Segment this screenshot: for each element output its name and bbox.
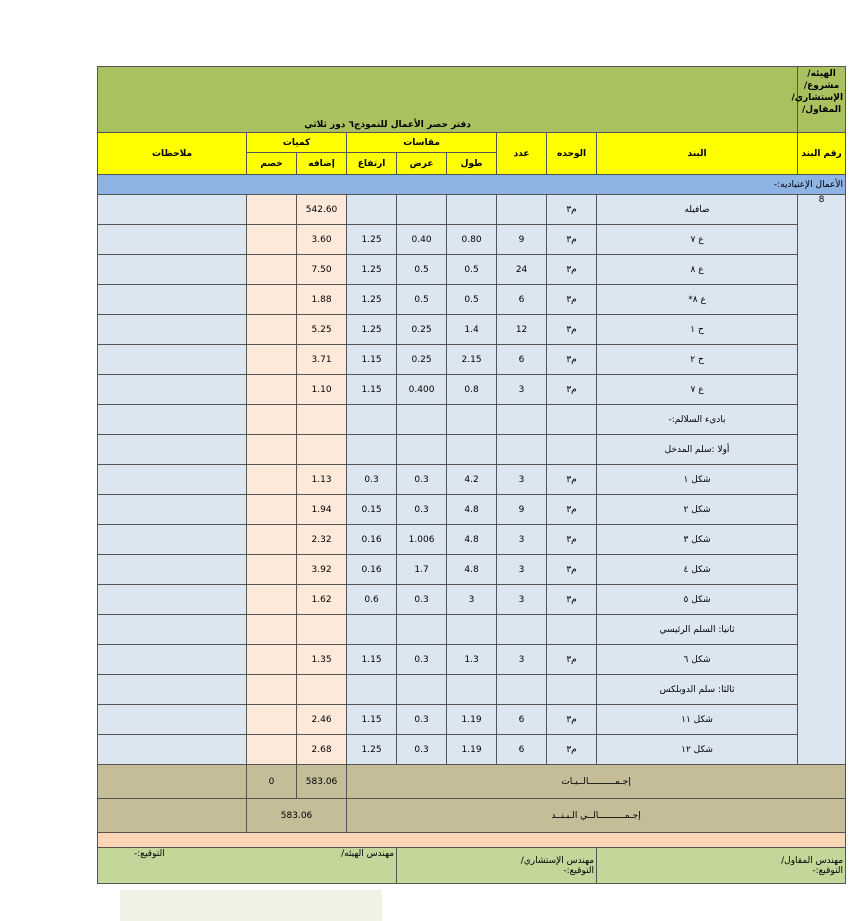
col-quantities: كميات: [247, 133, 347, 153]
unit-cell: م٣: [547, 195, 597, 225]
table-row: [98, 465, 846, 495]
authority-signature: [98, 848, 397, 884]
col-item: البند: [597, 133, 798, 175]
width-cell: 1.7: [397, 555, 447, 585]
height-cell: 0.6: [347, 585, 397, 615]
deduction-cell: [247, 465, 297, 495]
table-row: [98, 495, 846, 525]
length-cell: [447, 405, 497, 435]
width-cell: 0.3: [397, 585, 447, 615]
height-cell: [347, 675, 397, 705]
notes-cell: [98, 375, 247, 405]
item-cell: ثالثا: سلم الدوبلكس: [597, 675, 798, 705]
count-cell: 3: [497, 555, 547, 585]
item-cell: شكل ٦: [597, 645, 798, 675]
unit-cell: م٣: [547, 555, 597, 585]
deduction-cell: [247, 495, 297, 525]
height-cell: [347, 405, 397, 435]
item-cell: شكل ٣: [597, 525, 798, 555]
addition-cell: 2.32: [297, 525, 347, 555]
sheet-title-text: دفتر حصر الأعمال للنموذج٦ دور ثلاثي: [304, 120, 471, 130]
count-cell: 6: [497, 735, 547, 765]
addition-cell: 2.68: [297, 735, 347, 765]
spacer-row: [98, 833, 846, 848]
col-unit: الوحده: [547, 133, 597, 175]
notes-cell: [98, 615, 247, 645]
length-cell: 1.19: [447, 705, 497, 735]
table-row: [98, 375, 846, 405]
col-deduction: خصم: [247, 153, 297, 175]
table-row: [98, 675, 846, 705]
width-cell: 0.5: [397, 255, 447, 285]
notes-cell: [98, 525, 247, 555]
addition-cell: 542.60: [297, 195, 347, 225]
deduction-cell: [247, 405, 297, 435]
deduction-cell: [247, 225, 297, 255]
item-cell: ح ١: [597, 315, 798, 345]
notes-cell: [98, 405, 247, 435]
length-cell: 4.8: [447, 495, 497, 525]
addition-cell: 3.71: [297, 345, 347, 375]
count-cell: 9: [497, 225, 547, 255]
height-cell: 0.3: [347, 465, 397, 495]
count-cell: [497, 675, 547, 705]
deduction-cell: [247, 675, 297, 705]
grand-total-value: 583.06: [247, 799, 347, 833]
table-row: [98, 525, 846, 555]
table-row: [98, 315, 846, 345]
table-row: [98, 705, 846, 735]
length-cell: 0.5: [447, 285, 497, 315]
height-cell: [347, 615, 397, 645]
addition-cell: 3.60: [297, 225, 347, 255]
item-cell: باديء السلالم:-: [597, 405, 798, 435]
deduction-cell: [247, 345, 297, 375]
unit-cell: م٣: [547, 255, 597, 285]
table-row: [98, 585, 846, 615]
notes-cell: [98, 555, 247, 585]
height-cell: 1.15: [347, 345, 397, 375]
width-cell: 0.40: [397, 225, 447, 255]
header-info: [791, 67, 846, 133]
addition-cell: 1.35: [297, 645, 347, 675]
notes-cell: [98, 255, 247, 285]
addition-cell: [297, 435, 347, 465]
grand-total-label: إجـمــــــــــالــي الـبـنــد: [347, 799, 846, 833]
col-height: ارتفاع: [347, 153, 397, 175]
notes-cell: [98, 735, 247, 765]
unit-cell: [547, 675, 597, 705]
height-cell: 1.25: [347, 315, 397, 345]
item-cell: شكل ٤: [597, 555, 798, 585]
table-row: [98, 285, 846, 315]
item-cell: ثانيا: السلم الرئيسي: [597, 615, 798, 645]
length-cell: 0.5: [447, 255, 497, 285]
length-cell: [447, 675, 497, 705]
unit-cell: م٣: [547, 495, 597, 525]
section-label: الأعمال الإعتياديه:-: [98, 175, 846, 195]
height-cell: 0.16: [347, 525, 397, 555]
deduction-cell: [247, 285, 297, 315]
width-cell: 0.400: [397, 375, 447, 405]
count-cell: [497, 615, 547, 645]
subtotal-notes: [98, 765, 247, 799]
table-row: [98, 405, 846, 435]
item-cell: شكل ١: [597, 465, 798, 495]
length-cell: 1.3: [447, 645, 497, 675]
sheet-title: [98, 67, 798, 133]
unit-cell: [547, 405, 597, 435]
length-cell: 3: [447, 585, 497, 615]
unit-cell: م٣: [547, 645, 597, 675]
info-contractor: المقاول/: [802, 105, 842, 115]
item-cell: ح ٢: [597, 345, 798, 375]
addition-cell: 3.92: [297, 555, 347, 585]
table-row: [98, 615, 846, 645]
unit-cell: م٣: [547, 525, 597, 555]
item-cell: أولا :سلم المدخل: [597, 435, 798, 465]
width-cell: 0.25: [397, 345, 447, 375]
deduction-cell: [247, 375, 297, 405]
info-authority: الهيئه/: [807, 69, 836, 79]
height-cell: 0.16: [347, 555, 397, 585]
item-cell: ع ٨*: [597, 285, 798, 315]
width-cell: 0.3: [397, 735, 447, 765]
length-cell: 1.4: [447, 315, 497, 345]
deduction-cell: [247, 645, 297, 675]
item-cell: شكل ٢: [597, 495, 798, 525]
table-row: [98, 645, 846, 675]
item-cell: ع ٨: [597, 255, 798, 285]
count-cell: 6: [497, 285, 547, 315]
addition-cell: 2.46: [297, 705, 347, 735]
table-row: [98, 225, 846, 255]
addition-cell: [297, 405, 347, 435]
table-row: [98, 735, 846, 765]
col-notes: ملاحظات: [98, 133, 247, 175]
col-width: عرض: [397, 153, 447, 175]
count-cell: 3: [497, 645, 547, 675]
unit-cell: م٣: [547, 705, 597, 735]
unit-cell: م٣: [547, 585, 597, 615]
unit-cell: م٣: [547, 375, 597, 405]
height-cell: 1.15: [347, 645, 397, 675]
consultant-sign-label: التوقيع:-: [563, 865, 595, 876]
width-cell: 1.006: [397, 525, 447, 555]
count-cell: 6: [497, 705, 547, 735]
item-cell: ع ٧: [597, 225, 798, 255]
deduction-cell: [247, 525, 297, 555]
count-cell: [497, 435, 547, 465]
table-row: [98, 345, 846, 375]
deduction-cell: [247, 195, 297, 225]
contractor-sign-label: التوقيع:-: [812, 865, 844, 876]
notes-cell: [98, 465, 247, 495]
notes-cell: [98, 285, 247, 315]
col-length: طول: [447, 153, 497, 175]
addition-cell: 1.13: [297, 465, 347, 495]
deduction-cell: [247, 435, 297, 465]
count-cell: 3: [497, 525, 547, 555]
length-cell: 4.8: [447, 555, 497, 585]
grand-total-notes: [98, 799, 247, 833]
info-consultant: الإستشاري/: [791, 93, 844, 103]
item-cell: شكل ١٢: [597, 735, 798, 765]
authority-engineer-label: مهندس الهيئه/: [341, 849, 395, 859]
height-cell: 1.15: [347, 705, 397, 735]
unit-cell: م٣: [547, 225, 597, 255]
table-row: [98, 555, 846, 585]
item-cell: شكل ١١: [597, 705, 798, 735]
info-project: مشروع/: [803, 81, 840, 91]
deduction-cell: [247, 555, 297, 585]
count-cell: [497, 195, 547, 225]
count-cell: 24: [497, 255, 547, 285]
deduction-cell: [247, 255, 297, 285]
contractor-engineer-label: مهندس المقاول/: [781, 855, 844, 866]
width-cell: [397, 615, 447, 645]
addition-cell: 1.88: [297, 285, 347, 315]
authority-sign-label: التوقيع:-: [134, 849, 165, 859]
width-cell: [397, 675, 447, 705]
unit-cell: م٣: [547, 465, 597, 495]
width-cell: 0.25: [397, 315, 447, 345]
subtotal-addition: 583.06: [297, 765, 347, 799]
unit-cell: م٣: [547, 345, 597, 375]
unit-cell: م٣: [547, 315, 597, 345]
deduction-cell: [247, 585, 297, 615]
deduction-cell: [247, 315, 297, 345]
width-cell: 0.3: [397, 465, 447, 495]
height-cell: 1.25: [347, 255, 397, 285]
count-cell: [497, 405, 547, 435]
count-cell: 3: [497, 585, 547, 615]
width-cell: [397, 435, 447, 465]
addition-cell: 7.50: [297, 255, 347, 285]
subtotal-deduction: 0: [247, 765, 297, 799]
length-cell: [447, 195, 497, 225]
addition-cell: 1.62: [297, 585, 347, 615]
count-cell: 6: [497, 345, 547, 375]
length-cell: 1.19: [447, 735, 497, 765]
unit-cell: [547, 615, 597, 645]
consultant-engineer-label: مهندس الإستشاري/: [520, 855, 595, 866]
count-cell: 9: [497, 495, 547, 525]
watermark-stamp: [120, 890, 382, 921]
unit-cell: م٣: [547, 735, 597, 765]
notes-cell: [98, 195, 247, 225]
consultant-signature: [397, 848, 597, 884]
height-cell: 0.15: [347, 495, 397, 525]
notes-cell: [98, 435, 247, 465]
deduction-cell: [247, 705, 297, 735]
col-count: عدد: [497, 133, 547, 175]
height-cell: [347, 195, 397, 225]
length-cell: [447, 615, 497, 645]
table-row: [98, 195, 846, 225]
table-row: [98, 435, 846, 465]
notes-cell: [98, 645, 247, 675]
length-cell: [447, 435, 497, 465]
col-dimensions: مقاسات: [347, 133, 497, 153]
item-cell: ع ٧: [597, 375, 798, 405]
height-cell: 1.25: [347, 735, 397, 765]
length-cell: 4.2: [447, 465, 497, 495]
item-cell: صافيله: [597, 195, 798, 225]
contractor-signature: [597, 848, 846, 884]
unit-cell: م٣: [547, 285, 597, 315]
notes-cell: [98, 495, 247, 525]
notes-cell: [98, 225, 247, 255]
width-cell: 0.5: [397, 285, 447, 315]
width-cell: [397, 195, 447, 225]
subtotal-label: إجـمــــــــــالــيـات: [347, 765, 846, 799]
length-cell: 2.15: [447, 345, 497, 375]
notes-cell: [98, 585, 247, 615]
height-cell: 1.15: [347, 375, 397, 405]
addition-cell: 1.10: [297, 375, 347, 405]
item-number: 8: [798, 195, 846, 765]
unit-cell: [547, 435, 597, 465]
deduction-cell: [247, 735, 297, 765]
item-cell: شكل ٥: [597, 585, 798, 615]
count-cell: 12: [497, 315, 547, 345]
length-cell: 0.8: [447, 375, 497, 405]
height-cell: [347, 435, 397, 465]
col-item-no: رقم البند: [798, 133, 846, 175]
width-cell: 0.3: [397, 645, 447, 675]
width-cell: 0.3: [397, 495, 447, 525]
notes-cell: [98, 705, 247, 735]
deduction-cell: [247, 615, 297, 645]
notes-cell: [98, 345, 247, 375]
length-cell: 0.80: [447, 225, 497, 255]
height-cell: 1.25: [347, 285, 397, 315]
table-row: [98, 255, 846, 285]
width-cell: 0.3: [397, 705, 447, 735]
addition-cell: [297, 675, 347, 705]
count-cell: 3: [497, 465, 547, 495]
notes-cell: [98, 315, 247, 345]
quantity-survey-table: [97, 66, 846, 884]
height-cell: 1.25: [347, 225, 397, 255]
length-cell: 4.8: [447, 525, 497, 555]
col-addition: إضافه: [297, 153, 347, 175]
width-cell: [397, 405, 447, 435]
addition-cell: 1.94: [297, 495, 347, 525]
count-cell: 3: [497, 375, 547, 405]
addition-cell: 5.25: [297, 315, 347, 345]
notes-cell: [98, 675, 247, 705]
addition-cell: [297, 615, 347, 645]
